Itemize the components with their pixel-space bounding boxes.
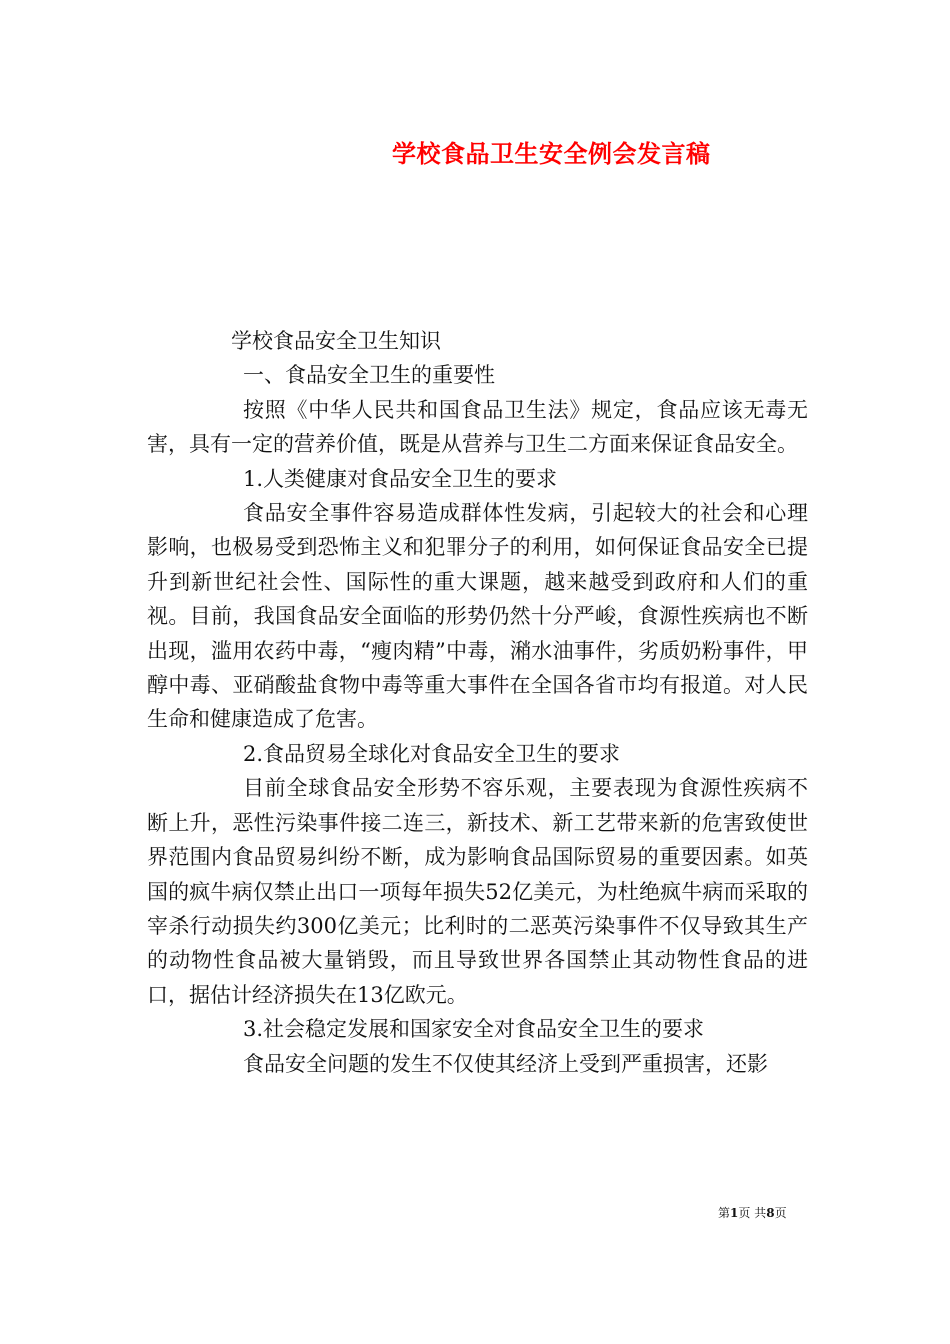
document-title: 学校食品卫生安全例会发言稿 [392, 139, 711, 168]
footer-current-page: 1 [730, 1206, 739, 1220]
footer-middle: 页 共 [738, 1206, 767, 1220]
section-heading: 一、食品安全卫生的重要性 [243, 363, 495, 388]
item2-heading: 2.食品贸易全球化对食品安全卫生的要求 [243, 741, 621, 766]
item1-heading: 1.人类健康对食品安全卫生的要求 [243, 466, 558, 491]
page-footer [718, 1204, 787, 1221]
footer-suffix: 页 [774, 1206, 787, 1220]
document-subtitle: 学校食品安全卫生知识 [231, 329, 441, 353]
item3-paragraph: 食品安全问题的发生不仅使其经济上受到严重损害，还影 [243, 1051, 768, 1076]
intro-paragraph: 按照《中华人民共和国食品卫生法》规定，食品应该无毒无害，具有一定的营养价值，既是从营养与卫生二方面来保证食品安全。 [147, 397, 808, 457]
item1-paragraph: 食品安全事件容易造成群体性发病，引起较大的社会和心理影响，也极易受到恐怖主义和犯罪分子的利用，如何保证食品安全已提升到新世纪社会性、国际性的重大课题，越来越受到政府和人们的重视。目前，我国食品安全面临的形势仍然十分严峻，食源性疾病也不断出现，滥用农药中毒，“瘦肉精”中毒，潲水油事件，劣质奶粉事件，甲醇中毒、亚硝酸盐食物中毒等重大事件在全国各省市均有报道。对人民生命和健康造成了危害。 [147, 501, 808, 732]
footer-prefix: 第 [718, 1206, 731, 1220]
item2-paragraph: 目前全球食品安全形势不容乐观，主要表现为食源性疾病不断上升，恶性污染事件接二连三，新技术、新工艺带来新的危害致使世界范围内食品贸易纠纷不断，成为影响食品国际贸易的重要因素。如英国的疯牛病仅禁止出口一项每年损失52亿美元，为杜绝疯牛病而采取的宰杀行动损失约300亿美元；比利时的二恶英污染事件不仅导致其生产的动物性食品被大量销毁，而且导致世界各国禁止其动物性食品的进口，据估计经济损失在13亿欧元。 [147, 776, 808, 1007]
document-body [147, 324, 808, 1081]
item3-heading: 3.社会稳定发展和国家安全对食品安全卫生的要求 [243, 1017, 705, 1042]
footer-total-pages: 8 [766, 1206, 775, 1220]
